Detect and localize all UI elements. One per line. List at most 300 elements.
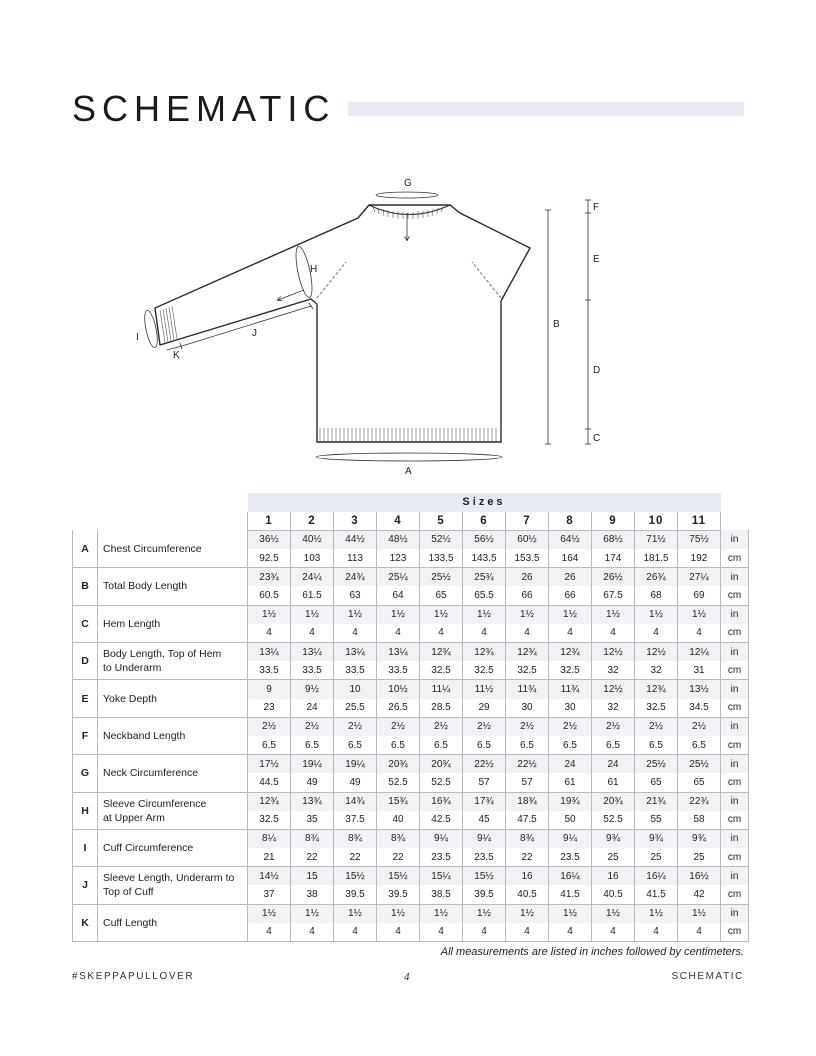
value-in: 2½ [377, 717, 420, 736]
unit-cm: cm [721, 624, 749, 643]
value-cm: 4 [420, 923, 463, 942]
value-in: 1½ [377, 605, 420, 624]
value-in: 1½ [291, 605, 334, 624]
value-cm: 4 [678, 624, 721, 643]
unit-in: in [721, 605, 749, 624]
value-in: 23¾ [248, 568, 291, 587]
value-cm: 32.5 [248, 811, 291, 830]
value-in: 25¼ [377, 568, 420, 587]
measurement-label-line: at Upper Arm [103, 811, 165, 824]
value-cm: 181.5 [635, 549, 678, 568]
sizes-heading: Sizes [248, 493, 721, 512]
measurement-letter: A [73, 530, 98, 567]
value-in: 13¼ [291, 643, 334, 662]
size-header: 3 [334, 512, 377, 531]
title-rule [348, 102, 744, 116]
measurement-label [98, 605, 248, 642]
value-in: 9½ [291, 680, 334, 699]
label-b: B [553, 319, 560, 330]
value-cm: 69 [678, 586, 721, 605]
value-cm: 4 [549, 923, 592, 942]
value-cm: 33.5 [377, 661, 420, 680]
page-title: SCHEMATIC [72, 88, 336, 129]
label-i: I [136, 332, 139, 343]
measurement-label [98, 867, 248, 904]
value-in: 13¼ [377, 643, 420, 662]
unit-cm: cm [721, 923, 749, 942]
value-cm: 32.5 [420, 661, 463, 680]
label-c: C [593, 433, 601, 444]
footer-hashtag: #SKEPPAPULLOVER [72, 971, 195, 982]
value-in: 1½ [334, 605, 377, 624]
measurement-letter: E [73, 680, 98, 717]
value-in: 44½ [334, 530, 377, 549]
value-in: 2½ [463, 717, 506, 736]
value-cm: 4 [377, 624, 420, 643]
measurement-label-line: Sleeve Length, Underarm to [103, 872, 235, 885]
value-in: 24¼ [291, 568, 334, 587]
value-cm: 65 [635, 773, 678, 792]
value-in: 8¼ [248, 829, 291, 848]
value-cm: 6.5 [463, 736, 506, 755]
measurement-letter: I [73, 829, 98, 866]
value-in: 12¾ [635, 680, 678, 699]
value-cm: 66 [506, 586, 549, 605]
value-cm: 30 [506, 699, 549, 718]
value-cm: 29 [463, 699, 506, 718]
value-cm: 4 [248, 923, 291, 942]
value-in: 52½ [420, 530, 463, 549]
value-in: 19¼ [334, 755, 377, 774]
value-in: 21¾ [635, 792, 678, 811]
value-cm: 34.5 [678, 699, 721, 718]
value-cm: 32 [592, 661, 635, 680]
value-cm: 4 [635, 923, 678, 942]
unit-cm: cm [721, 699, 749, 718]
value-cm: 4 [549, 624, 592, 643]
value-cm: 40.5 [592, 885, 635, 904]
value-cm: 42 [678, 885, 721, 904]
unit-cm: cm [721, 549, 749, 568]
sweater-outline [292, 200, 530, 431]
label-j: J [252, 328, 257, 339]
value-in: 71½ [635, 530, 678, 549]
value-in: 1½ [592, 904, 635, 923]
value-in: 2½ [334, 717, 377, 736]
value-in: 2½ [635, 717, 678, 736]
measurement-label-line: Neckband Length [103, 729, 186, 742]
unit-in: in [721, 867, 749, 886]
value-in: 1½ [635, 904, 678, 923]
value-cm: 123 [377, 549, 420, 568]
unit-cm: cm [721, 586, 749, 605]
value-in: 9¾ [592, 829, 635, 848]
value-in: 25¾ [463, 568, 506, 587]
value-cm: 113 [334, 549, 377, 568]
unit-cm: cm [721, 848, 749, 867]
value-in: 1½ [248, 605, 291, 624]
value-cm: 68 [635, 586, 678, 605]
size-header: 10 [635, 512, 678, 531]
value-in: 26¾ [635, 568, 678, 587]
value-cm: 4 [592, 923, 635, 942]
unit-in: in [721, 530, 749, 549]
unit-in: in [721, 792, 749, 811]
value-cm: 4 [506, 624, 549, 643]
measurement-label [98, 792, 248, 829]
value-cm: 4 [463, 624, 506, 643]
value-in: 48½ [377, 530, 420, 549]
sweater-schematic [120, 168, 640, 483]
value-in: 10 [334, 680, 377, 699]
value-cm: 23.5 [463, 848, 506, 867]
value-cm: 4 [377, 923, 420, 942]
value-cm: 28.5 [420, 699, 463, 718]
value-in: 2½ [248, 717, 291, 736]
value-cm: 39.5 [334, 885, 377, 904]
value-in: 12¾ [463, 643, 506, 662]
value-in: 20¾ [377, 755, 420, 774]
value-in: 40½ [291, 530, 334, 549]
value-in: 22½ [506, 755, 549, 774]
value-cm: 6.5 [506, 736, 549, 755]
value-in: 13½ [678, 680, 721, 699]
value-in: 13¼ [334, 643, 377, 662]
value-in: 17¾ [463, 792, 506, 811]
value-cm: 22 [334, 848, 377, 867]
value-cm: 164 [549, 549, 592, 568]
size-header: 2 [291, 512, 334, 531]
unit-in: in [721, 755, 749, 774]
value-cm: 45 [463, 811, 506, 830]
value-cm: 4 [334, 624, 377, 643]
value-cm: 63 [334, 586, 377, 605]
value-in: 60½ [506, 530, 549, 549]
value-cm: 33.5 [291, 661, 334, 680]
value-cm: 4 [291, 624, 334, 643]
value-in: 19¾ [549, 792, 592, 811]
value-cm: 4 [248, 624, 291, 643]
size-header: 8 [549, 512, 592, 531]
measurement-note: All measurements are listed in inches followed by centimeters. [440, 946, 744, 958]
value-in: 1½ [506, 605, 549, 624]
value-in: 14½ [248, 867, 291, 886]
hem-ribbing [320, 428, 496, 441]
measurement-label [98, 680, 248, 717]
value-in: 2½ [420, 717, 463, 736]
measurement-label [98, 829, 248, 866]
label-d: D [593, 365, 601, 376]
value-in: 19¼ [291, 755, 334, 774]
cuff-ribbing [160, 306, 177, 343]
value-in: 16¼ [635, 867, 678, 886]
value-in: 11¾ [549, 680, 592, 699]
value-in: 1½ [549, 904, 592, 923]
value-in: 20¾ [592, 792, 635, 811]
raglan-line-left [317, 262, 346, 298]
chest-ellipse [316, 453, 502, 461]
measurement-label [98, 568, 248, 605]
value-cm: 41.5 [549, 885, 592, 904]
value-in: 11¼ [420, 680, 463, 699]
value-cm: 44.5 [248, 773, 291, 792]
measurement-label-line: Cuff Length [103, 916, 158, 929]
value-cm: 64 [377, 586, 420, 605]
value-in: 15¾ [377, 792, 420, 811]
measurement-label-line: Yoke Depth [103, 692, 157, 705]
value-in: 12¼ [678, 643, 721, 662]
measurement-label [98, 904, 248, 941]
neck-ellipse [376, 192, 438, 198]
value-in: 1½ [678, 904, 721, 923]
value-in: 12¾ [506, 643, 549, 662]
value-in: 8¾ [291, 829, 334, 848]
value-cm: 103 [291, 549, 334, 568]
value-in: 16½ [678, 867, 721, 886]
value-in: 16 [592, 867, 635, 886]
value-in: 1½ [248, 904, 291, 923]
value-in: 16 [506, 867, 549, 886]
value-in: 9 [248, 680, 291, 699]
value-in: 22½ [463, 755, 506, 774]
value-cm: 30 [549, 699, 592, 718]
value-in: 24¾ [334, 568, 377, 587]
value-cm: 4 [420, 624, 463, 643]
value-cm: 133.5 [420, 549, 463, 568]
value-in: 14¾ [334, 792, 377, 811]
value-cm: 4 [592, 624, 635, 643]
value-cm: 32 [635, 661, 678, 680]
value-cm: 52.5 [377, 773, 420, 792]
value-cm: 192 [678, 549, 721, 568]
value-in: 20¾ [420, 755, 463, 774]
value-in: 15¼ [420, 867, 463, 886]
value-in: 12¾ [248, 792, 291, 811]
size-header: 11 [678, 512, 721, 531]
label-f: F [593, 202, 600, 213]
value-cm: 49 [334, 773, 377, 792]
value-in: 13¾ [291, 792, 334, 811]
value-in: 13¼ [248, 643, 291, 662]
value-cm: 25 [635, 848, 678, 867]
measurement-label-line: Chest Circumference [103, 542, 202, 555]
measurement-label-line: Top of Cuff [103, 886, 154, 899]
value-cm: 33.5 [248, 661, 291, 680]
value-cm: 40.5 [506, 885, 549, 904]
value-cm: 67.5 [592, 586, 635, 605]
value-cm: 22 [377, 848, 420, 867]
value-cm: 42.5 [420, 811, 463, 830]
size-header: 5 [420, 512, 463, 531]
value-in: 2½ [678, 717, 721, 736]
value-cm: 25 [678, 848, 721, 867]
value-in: 1½ [463, 904, 506, 923]
value-cm: 6.5 [377, 736, 420, 755]
measurement-label [98, 755, 248, 792]
value-cm: 39.5 [463, 885, 506, 904]
value-cm: 4 [506, 923, 549, 942]
label-e: E [593, 254, 600, 265]
value-cm: 47.5 [506, 811, 549, 830]
value-cm: 25 [592, 848, 635, 867]
value-in: 2½ [549, 717, 592, 736]
value-cm: 24 [291, 699, 334, 718]
value-in: 1½ [635, 605, 678, 624]
value-in: 24 [592, 755, 635, 774]
value-cm: 38.5 [420, 885, 463, 904]
value-in: 2½ [592, 717, 635, 736]
value-in: 75½ [678, 530, 721, 549]
size-header: 7 [506, 512, 549, 531]
value-cm: 52.5 [420, 773, 463, 792]
value-in: 16¼ [549, 867, 592, 886]
measurement-label-line: Sleeve Circumference [103, 797, 207, 810]
value-in: 15 [291, 867, 334, 886]
body-outline [317, 301, 501, 442]
value-in: 17½ [248, 755, 291, 774]
label-k: K [173, 350, 180, 361]
value-in: 1½ [678, 605, 721, 624]
value-in: 1½ [592, 605, 635, 624]
unit-cm: cm [721, 736, 749, 755]
unit-in: in [721, 717, 749, 736]
value-cm: 61.5 [291, 586, 334, 605]
value-cm: 49 [291, 773, 334, 792]
measurement-letter: B [73, 568, 98, 605]
value-cm: 143.5 [463, 549, 506, 568]
value-cm: 32.5 [463, 661, 506, 680]
value-in: 9¾ [635, 829, 678, 848]
measurement-label-line: Cuff Circumference [103, 842, 194, 855]
value-cm: 32 [592, 699, 635, 718]
value-cm: 32.5 [549, 661, 592, 680]
value-cm: 4 [334, 923, 377, 942]
unit-cm: cm [721, 811, 749, 830]
value-in: 27¼ [678, 568, 721, 587]
value-in: 9¼ [420, 829, 463, 848]
value-cm: 65 [420, 586, 463, 605]
measurement-label [98, 643, 248, 680]
value-cm: 50 [549, 811, 592, 830]
measurement-label-line: Neck Circumference [103, 767, 199, 780]
value-cm: 60.5 [248, 586, 291, 605]
value-cm: 6.5 [549, 736, 592, 755]
value-in: 64½ [549, 530, 592, 549]
value-cm: 41.5 [635, 885, 678, 904]
value-in: 18¾ [506, 792, 549, 811]
value-cm: 4 [291, 923, 334, 942]
value-in: 15½ [463, 867, 506, 886]
value-in: 1½ [420, 904, 463, 923]
value-cm: 23.5 [420, 848, 463, 867]
label-a: A [405, 466, 412, 477]
measurement-label-line: Hem Length [103, 617, 161, 630]
value-in: 12¾ [549, 643, 592, 662]
label-g: G [404, 178, 412, 189]
measurement-letter: J [73, 867, 98, 904]
value-cm: 66 [549, 586, 592, 605]
raglan-line-right [472, 262, 501, 298]
value-cm: 4 [463, 923, 506, 942]
value-in: 1½ [506, 904, 549, 923]
value-in: 1½ [334, 904, 377, 923]
yoke-outline [155, 205, 530, 345]
unit-in: in [721, 568, 749, 587]
value-in: 8¾ [334, 829, 377, 848]
unit-in: in [721, 680, 749, 699]
value-cm: 23.5 [549, 848, 592, 867]
value-in: 12½ [592, 643, 635, 662]
label-h: H [310, 264, 318, 275]
value-in: 8¾ [506, 829, 549, 848]
unit-in: in [721, 829, 749, 848]
unit-cm: cm [721, 885, 749, 904]
value-in: 26 [549, 568, 592, 587]
page-number: 4 [404, 971, 410, 983]
measurement-letter: K [73, 904, 98, 941]
sleeve-length-line [182, 306, 311, 346]
value-cm: 65.5 [463, 586, 506, 605]
value-in: 1½ [291, 904, 334, 923]
value-cm: 57 [506, 773, 549, 792]
value-in: 11½ [463, 680, 506, 699]
value-cm: 57 [463, 773, 506, 792]
value-cm: 65 [678, 773, 721, 792]
size-header: 4 [377, 512, 420, 531]
value-cm: 40 [377, 811, 420, 830]
value-cm: 58 [678, 811, 721, 830]
value-in: 26½ [592, 568, 635, 587]
value-in: 25½ [420, 568, 463, 587]
value-cm: 61 [549, 773, 592, 792]
value-cm: 6.5 [678, 736, 721, 755]
measurement-letter: C [73, 605, 98, 642]
measurement-letter: F [73, 717, 98, 754]
value-cm: 52.5 [592, 811, 635, 830]
value-cm: 23 [248, 699, 291, 718]
value-cm: 25.5 [334, 699, 377, 718]
value-cm: 4 [635, 624, 678, 643]
value-cm: 31 [678, 661, 721, 680]
footer-section: SCHEMATIC [671, 971, 744, 982]
value-cm: 37.5 [334, 811, 377, 830]
neckband-ribbing [369, 205, 450, 219]
value-cm: 6.5 [592, 736, 635, 755]
value-cm: 32.5 [635, 699, 678, 718]
unit-in: in [721, 643, 749, 662]
measurement-label-line: Total Body Length [103, 580, 188, 593]
value-in: 9¾ [678, 829, 721, 848]
measurement-label-line: to Underarm [103, 662, 162, 675]
measurement-label [98, 530, 248, 567]
value-cm: 22 [506, 848, 549, 867]
value-in: 25½ [635, 755, 678, 774]
value-in: 2½ [291, 717, 334, 736]
value-cm: 6.5 [248, 736, 291, 755]
value-in: 25½ [678, 755, 721, 774]
unit-cm: cm [721, 773, 749, 792]
value-in: 12½ [592, 680, 635, 699]
measurement-label [98, 717, 248, 754]
value-in: 24 [549, 755, 592, 774]
unit-in: in [721, 904, 749, 923]
value-in: 16¾ [420, 792, 463, 811]
size-header: 6 [463, 512, 506, 531]
value-in: 15½ [377, 867, 420, 886]
value-in: 9¼ [463, 829, 506, 848]
value-in: 22¾ [678, 792, 721, 811]
value-cm: 6.5 [334, 736, 377, 755]
